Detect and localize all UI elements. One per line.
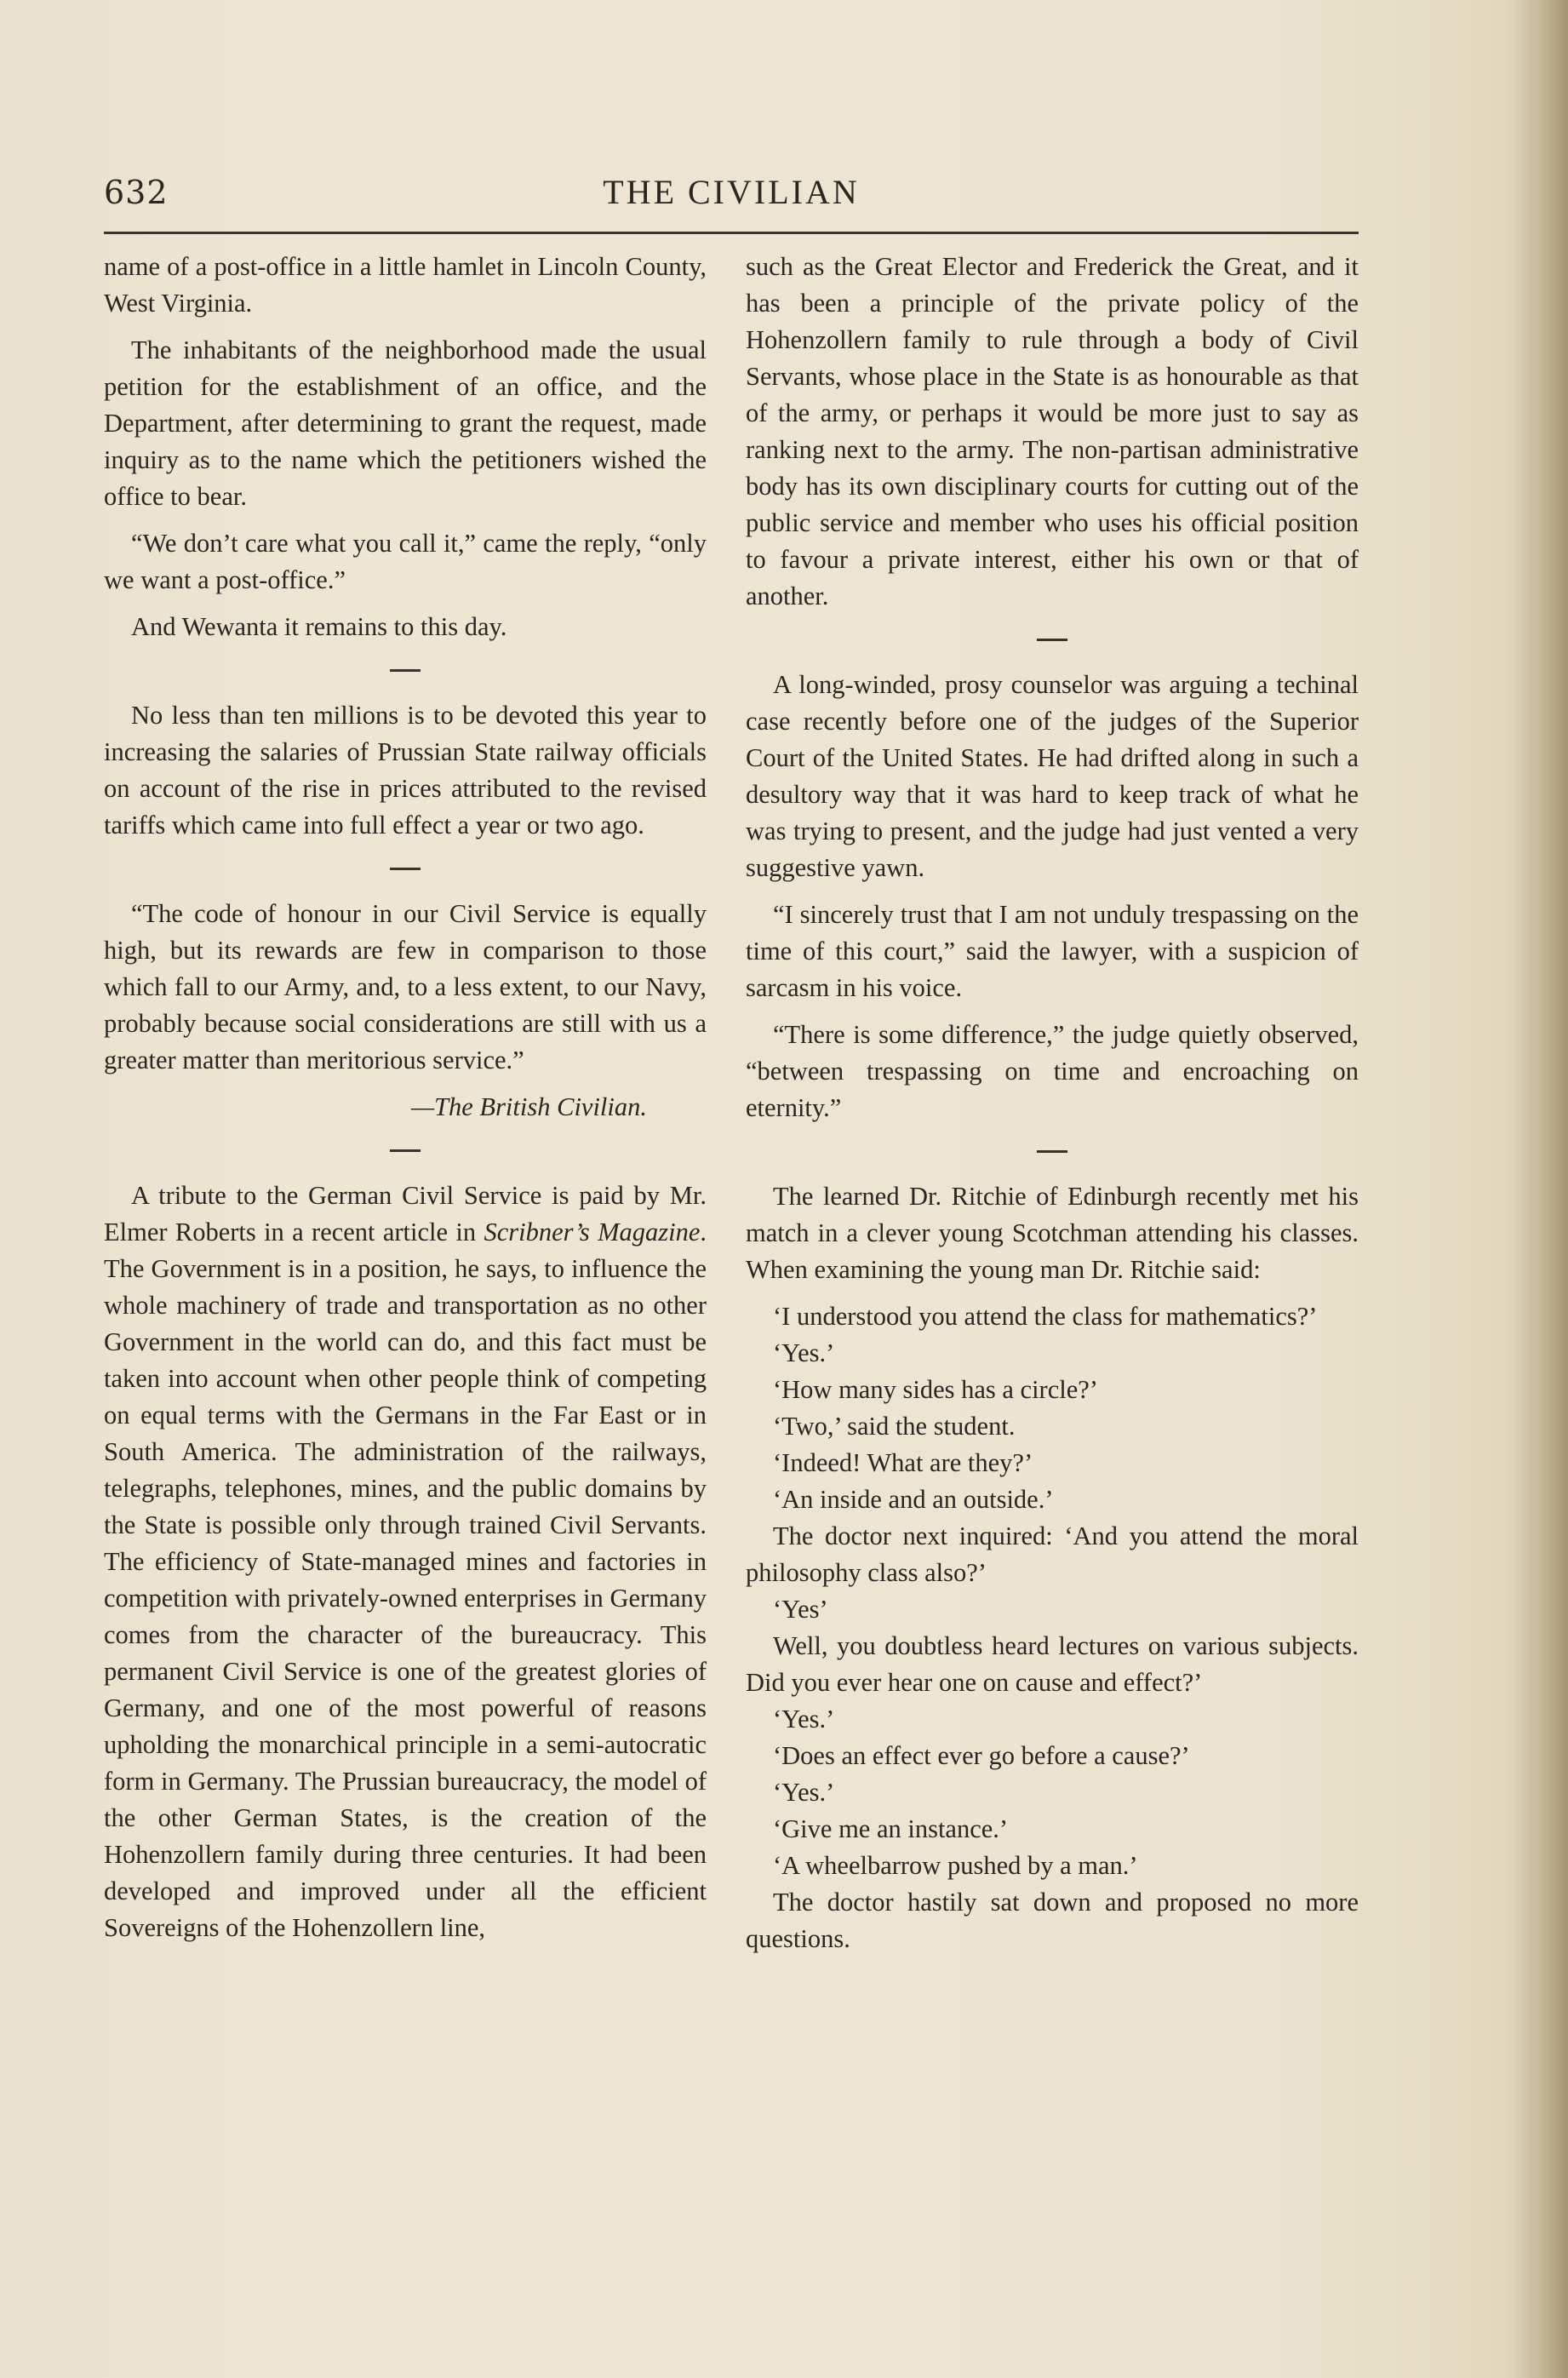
section-divider [1037, 1150, 1067, 1153]
page-header [104, 167, 1359, 218]
quote-paragraph: “The code of honour in our Civil Service is equally high, but its rewards are few in comparison to those which fall to our Army, and, to a less extent, to our Navy, probably because social considerations are still with us a greater matter than meritorious service.” [104, 899, 707, 1074]
section-divider [390, 669, 421, 672]
paragraph: The doctor hastily sat down and proposed no more questions. [746, 1888, 1359, 1953]
dialogue-line: ‘Yes.’ [773, 1338, 835, 1367]
paragraph: The learned Dr. Ritchie of Edinburgh recently met his match in a clever young Scotchman attending his classes. When examining the young man Dr. Ritchie said: [746, 1182, 1359, 1284]
dialogue-line: ‘I understood you attend the class for mathematics?’ [773, 1302, 1318, 1331]
paragraph: “There is some difference,” the judge quietly observed, “between trespassing on time and encroaching on eternity.” [746, 1020, 1359, 1122]
left-column [104, 249, 707, 1957]
header-rule [104, 232, 1359, 234]
paragraph: “We don’t care what you call it,” came the reply, “only we want a post-office.” [104, 529, 707, 594]
paragraph: name of a post-office in a little hamlet in Lincoln County, West Virginia. [104, 252, 707, 318]
dialogue-line: ‘An inside and an outside.’ [773, 1485, 1054, 1514]
section-divider [390, 1149, 421, 1152]
dialogue-line: Well, you doubtless heard lectures on various subjects. Did you ever hear one on cause and effect?’ [746, 1631, 1359, 1697]
dialogue-line: The doctor next inquired: ‘And you attend the moral philosophy class also?’ [746, 1521, 1359, 1587]
dialogue-line: ‘Give me an instance.’ [773, 1814, 1009, 1843]
paragraph: such as the Great Elector and Frederick the Great, and it has been a principle of the private policy of the Hohenzollern family to rule through a body of Civil Servants, whose place in the State is as honourable as that of the army, or perhaps it would be more just to say as ranking next to the army. The non-partisan administrative body has its own disciplinary courts for cutting out of the public service and member who uses his official position to favour a private interest, either his own or that of another. [746, 252, 1359, 610]
paragraph [104, 1178, 707, 1946]
page-edge-shadow [1508, 0, 1568, 2378]
paragraph: And Wewanta it remains to this day. [131, 612, 507, 641]
paragraph-text: . The Government is in a position, he says, to influence the whole machinery of trade and transportation as no other Government in the world can do, and this fact must be taken into account when other people think of competing on equal terms with the Germans in the Far East or in South America. The administration of the railways, telegraphs, telephones, mines, and the public domains by the State is possible only through trained Civil Servants. The efficiency of State-managed mines and factories in competition with privately-owned enterprises in Germany comes from the character of the bureaucracy. This permanent Civil Service is one of the greatest glories of Germany, and one of the most powerful of reasons upholding the monarchical principle in a semi-autocratic form in Germany. The Prussian bureaucracy, the model of the other German States, is the creation of the Hohenzollern family during three centuries. It had been developed and improved under all the efficient Sovereigns of the Hohenzollern line, [104, 1218, 707, 1942]
right-column [746, 249, 1359, 1957]
dialogue-line: ‘Does an effect ever go before a cause?’ [773, 1741, 1190, 1770]
paragraph-text: A tribute to the German Civil Service is paid by Mr. Elmer Roberts in a recent article in [104, 1181, 707, 1246]
section-divider [1037, 639, 1067, 641]
section-divider [390, 868, 421, 870]
dialogue-line: ‘Yes.’ [773, 1705, 835, 1733]
dialogue-line: ‘Two,’ said the student. [773, 1412, 1016, 1441]
magazine-title: Scribner’s Magazine [484, 1218, 701, 1246]
dialogue-line: ‘Indeed! What are they?’ [773, 1448, 1033, 1477]
dialogue-line: ‘How many sides has a circle?’ [773, 1375, 1098, 1404]
paragraph: “I sincerely trust that I am not unduly trespassing on the time of this court,” said the lawyer, with a suspicion of sarcasm in his voice. [746, 900, 1359, 1002]
page-number: 632 [104, 174, 169, 211]
running-title: THE CIVILIAN [603, 173, 860, 211]
dialogue-line: ‘Yes’ [773, 1595, 828, 1624]
dialogue-line: ‘Yes.’ [773, 1778, 835, 1807]
paragraph: A long-winded, prosy counselor was arguing a techinal case recently before one of the judges of the Superior Court of the United States. He had drifted along in such a desultory way that it was hard to keep track of what he was trying to present, and the judge had just vented a very suggestive yawn. [746, 670, 1359, 882]
dialogue-line: ‘A wheelbarrow pushed by a man.’ [773, 1851, 1138, 1880]
paragraph: The inhabitants of the neighborhood made the usual petition for the establishment of an office, and the Department, after determining to grant the request, made inquiry as to the name which the petitioners wished the office to bear. [104, 335, 707, 511]
paragraph: No less than ten millions is to be devoted this year to increasing the salaries of Prussian State railway officials on account of the rise in prices attributed to the revised tariffs which came into full effect a year or two ago. [104, 701, 707, 839]
quote-attribution: —The British Civilian. [410, 1092, 647, 1121]
